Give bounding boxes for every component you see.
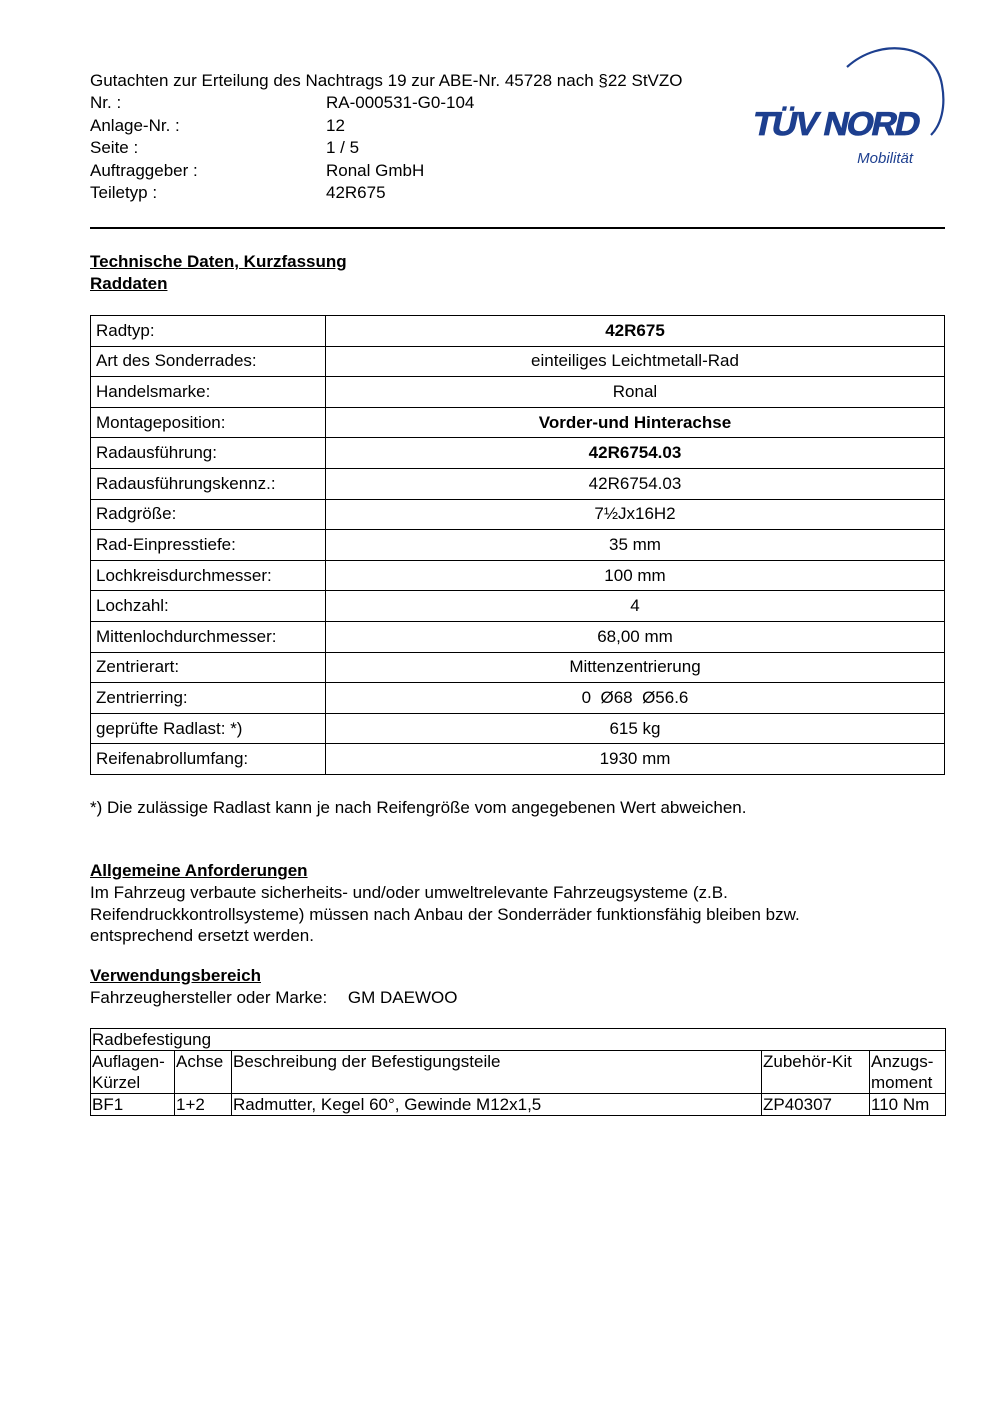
table-row xyxy=(91,744,945,775)
table-row xyxy=(91,346,945,377)
table-header-row xyxy=(91,1051,946,1094)
meta-row-seite xyxy=(90,137,790,160)
row-value: 0 Ø68 Ø56.6 xyxy=(326,683,945,714)
radbefestigung-table xyxy=(90,1028,946,1116)
row-value: 7½Jx16H2 xyxy=(326,499,945,530)
section-subheading: Raddaten xyxy=(90,274,168,293)
meta-label: Teiletyp : xyxy=(90,183,158,202)
column-header xyxy=(870,1051,946,1094)
table-row xyxy=(91,652,945,683)
row-label: Radausführungskennz.: xyxy=(91,468,326,499)
table-title-row xyxy=(91,1029,946,1051)
table-row xyxy=(91,438,945,469)
cell-moment: 110 Nm xyxy=(870,1094,946,1116)
row-value: 35 mm xyxy=(326,530,945,561)
table-row xyxy=(91,621,945,652)
row-value: 1930 mm xyxy=(326,744,945,775)
paragraph-line: Im Fahrzeug verbaute sicherheits- und/oder umweltrelevante Fahrzeugsysteme (z.B. xyxy=(90,883,728,902)
table-row xyxy=(91,468,945,499)
row-label: Radtyp: xyxy=(91,316,326,347)
meta-value: Ronal GmbH xyxy=(326,160,425,180)
tuv-nord-logo xyxy=(745,45,950,170)
manufacturer-value: GM DAEWOO xyxy=(347,988,458,1007)
table-row xyxy=(91,713,945,744)
row-value: 68,00 mm xyxy=(326,621,945,652)
table-row xyxy=(91,316,945,347)
verwendungsbereich-section xyxy=(90,965,457,1009)
logo-sub-text: Mobilität xyxy=(857,150,913,167)
cell-achse: 1+2 xyxy=(175,1094,232,1116)
meta-value: 42R675 xyxy=(326,183,386,202)
radlast-footnote: *) Die zulässige Radlast kann je nach Reifengröße vom angegebenen Wert abweichen. xyxy=(90,798,747,817)
raddaten-table xyxy=(90,315,945,775)
row-label: Zentrierring: xyxy=(91,683,326,714)
row-value: 42R6754.03 xyxy=(326,468,945,499)
row-label: Reifenabrollumfang: xyxy=(91,744,326,775)
manufacturer-label: Fahrzeughersteller oder Marke: xyxy=(90,988,328,1007)
row-label: Lochzahl: xyxy=(91,591,326,622)
meta-label: Auftraggeber : xyxy=(90,160,198,180)
paragraph-line: Reifendruckkontrollsysteme) müssen nach Anbau der Sonderräder funktionsfähig bleiben bzw. xyxy=(90,904,800,924)
table-row xyxy=(91,407,945,438)
row-label: Art des Sonderrades: xyxy=(91,346,326,377)
cell-beschreibung: Radmutter, Kegel 60°, Gewinde M12x1,5 xyxy=(232,1094,762,1116)
cell-kuerzel: BF1 xyxy=(91,1094,175,1116)
row-label: Radgröße: xyxy=(91,499,326,530)
radbefestigung-table-wrap xyxy=(90,1028,945,1116)
meta-row-teiletyp xyxy=(90,182,790,205)
row-label: Rad-Einpresstiefe: xyxy=(91,530,326,561)
table-row xyxy=(91,591,945,622)
row-label: Handelsmarke: xyxy=(91,377,326,408)
table-title: Radbefestigung xyxy=(91,1029,946,1051)
meta-row-auftraggeber xyxy=(90,160,790,183)
section-heading: Technische Daten, Kurzfassung xyxy=(90,252,347,271)
column-header-line: Anzugs- xyxy=(871,1052,934,1071)
row-label: geprüfte Radlast: *) xyxy=(91,713,326,744)
row-value: 4 xyxy=(326,591,945,622)
column-header: Zubehör-Kit xyxy=(762,1051,870,1094)
row-label: Zentrierart: xyxy=(91,652,326,683)
column-header-line: Kürzel xyxy=(92,1073,141,1092)
table-row xyxy=(91,530,945,561)
table-row xyxy=(91,377,945,408)
logo-brand-text: TÜV NORD xyxy=(749,106,914,143)
section-heading: Verwendungsbereich xyxy=(90,966,261,985)
row-label: Radausführung: xyxy=(91,438,326,469)
column-header-line: moment xyxy=(871,1073,933,1092)
meta-label: Seite : xyxy=(90,138,139,157)
raddaten-table-wrap xyxy=(90,315,945,775)
meta-value: 12 xyxy=(326,115,345,135)
column-header xyxy=(91,1051,175,1094)
row-label: Lochkreisdurchmesser: xyxy=(91,560,326,591)
column-header-line: Auflagen- xyxy=(92,1052,165,1071)
meta-value: 1 / 5 xyxy=(326,138,360,157)
row-label: Montageposition: xyxy=(91,407,326,438)
document-title: Gutachten zur Erteilung des Nachtrags 19 zur ABE-Nr. 45728 nach §22 StVZO xyxy=(90,71,683,90)
row-value: 42R675 xyxy=(326,316,945,347)
row-value: 42R6754.03 xyxy=(326,438,945,469)
meta-value: RA-000531-G0-104 xyxy=(326,93,475,112)
row-value: 615 kg xyxy=(326,713,945,744)
table-row xyxy=(91,560,945,591)
row-label: Mittenlochdurchmesser: xyxy=(91,621,326,652)
row-value: Mittenzentrierung xyxy=(326,652,945,683)
table-row xyxy=(91,499,945,530)
table-row xyxy=(91,1094,946,1116)
row-value: 100 mm xyxy=(326,560,945,591)
cell-kit: ZP40307 xyxy=(762,1094,870,1116)
meta-row-nr xyxy=(90,92,790,115)
technische-daten-section xyxy=(90,251,347,295)
meta-label: Anlage-Nr. : xyxy=(90,115,180,135)
row-value: Vorder-und Hinterachse xyxy=(326,407,945,438)
meta-label: Nr. : xyxy=(90,93,122,112)
section-heading: Allgemeine Anforderungen xyxy=(90,861,308,880)
allgemeine-anforderungen-section xyxy=(90,860,950,947)
document-header xyxy=(90,70,790,205)
paragraph-line: entsprechend ersetzt werden. xyxy=(90,926,314,945)
meta-row-anlage xyxy=(90,115,790,138)
column-header: Beschreibung der Befestigungsteile xyxy=(232,1051,762,1094)
manufacturer-line xyxy=(90,987,457,1009)
row-value: einteiliges Leichtmetall-Rad xyxy=(326,346,945,377)
table-row xyxy=(91,683,945,714)
header-divider xyxy=(90,227,945,229)
column-header: Achse xyxy=(175,1051,232,1094)
row-value: Ronal xyxy=(326,377,945,408)
